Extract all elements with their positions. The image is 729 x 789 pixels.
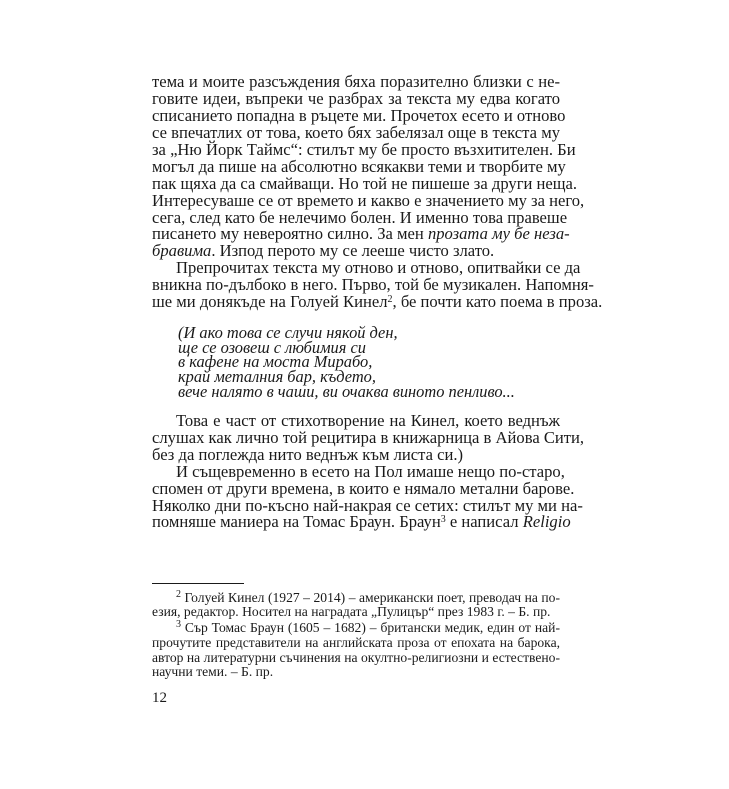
text-span: Сър Томас Браун (1605 – 1682) – британски медик, един от най- <box>181 620 560 635</box>
text-span: ше ми донякъде на Голуей Кинел <box>152 292 388 311</box>
footnote-number: 2 <box>176 589 181 600</box>
text-line: спомен от други времена, в които е нямало метални барове. <box>152 479 575 498</box>
text-line: за „Ню Йорк Таймс“: стилът му бе просто възхитителен. Би <box>152 140 576 159</box>
text-line: говите идеи, въпреки че разбрах за текста му едва когато <box>152 89 560 108</box>
text-span: писането му невероятно силно. <box>152 224 378 243</box>
text-line: слушах как лично той рецитира в книжарница в Айова Сити, <box>152 428 585 447</box>
text-line: списанието попадна в ръцете ми. Прочетох есето и отново <box>152 106 566 125</box>
text-line: И същевременно в есето на Пол имаше нещо по-старо, <box>176 462 565 481</box>
text-line: Интересуваше се от времето и какво е значението му за него, <box>152 191 585 210</box>
poem-line: (И ако това се случи някой ден, <box>178 323 398 342</box>
footnote-divider <box>152 583 244 584</box>
text-line: Няколко дни по-късно най-накрая се сетих: стилът му ми на- <box>152 496 583 515</box>
text-span: , бе почти като поема в проза. <box>392 292 603 311</box>
text-line <box>152 512 571 531</box>
text-line: сега, след като бе нелечимо болен. И именно това правеше <box>152 208 568 227</box>
text-line: могъл да пише на абсолютно всякакви теми и творбите му <box>152 157 566 176</box>
poem-line: вече налято в чаши, ви очаква виното пенливо... <box>178 382 515 401</box>
text-line: Това е част от стихотворение на Кинел, което веднъж <box>176 411 560 430</box>
footnote-line: езия, редактор. Носител на наградата „Пулицър“ през 1983 г. – Б. пр. <box>152 604 551 619</box>
footnote-ref[interactable]: 3 <box>440 514 446 525</box>
text-line: вникна по-дълбоко в него. Първо, той бе музикален. Напомня- <box>152 275 594 294</box>
text-line: пак щяха да са смайващи. Но той не пишеше за други неща. <box>152 174 578 193</box>
footnote-number: 3 <box>176 619 181 630</box>
footnote-line: автор на литературни съчинения на окултно-религиозни и естествено- <box>152 650 560 665</box>
text-span: е написал <box>445 512 523 531</box>
text-line: Препрочитах текста му отново и отново, опитвайки се да <box>176 258 581 277</box>
italic-text: Religio <box>522 512 571 531</box>
text-span: . Изпод перото му се лееше чисто злато. <box>211 241 495 260</box>
text-line: без да поглежда нито веднъж към листа си.) <box>152 445 464 464</box>
text-line: тема и моите разсъждения бяха поразително близки с не- <box>152 72 560 91</box>
footnote-line: научни теми. – Б. пр. <box>152 664 274 679</box>
italic-text: бравима <box>152 241 212 260</box>
page-number: 12 <box>152 690 167 706</box>
text-span: За мен <box>377 224 428 243</box>
footnote-line: прочутите представители на английската проза от епохата на барока, <box>152 635 560 650</box>
italic-text: прозата му бе неза- <box>427 224 570 243</box>
poem-line: в кафене на моста Мирабо, <box>178 352 373 371</box>
footnote-ref[interactable]: 2 <box>387 294 393 305</box>
text-span: помняше маниера на Томас Браун. Браун <box>152 512 441 531</box>
text-line: се впечатлих от това, което бях забелязал още в текста му <box>152 123 560 142</box>
poem-line: край металния бар, където, <box>178 367 376 386</box>
text-span: Голуей Кинел (1927 – 2014) – американски поет, преводач на по- <box>181 590 560 605</box>
text-line <box>152 292 603 311</box>
poem-line: ще се озовеш с любимия си <box>178 338 366 357</box>
